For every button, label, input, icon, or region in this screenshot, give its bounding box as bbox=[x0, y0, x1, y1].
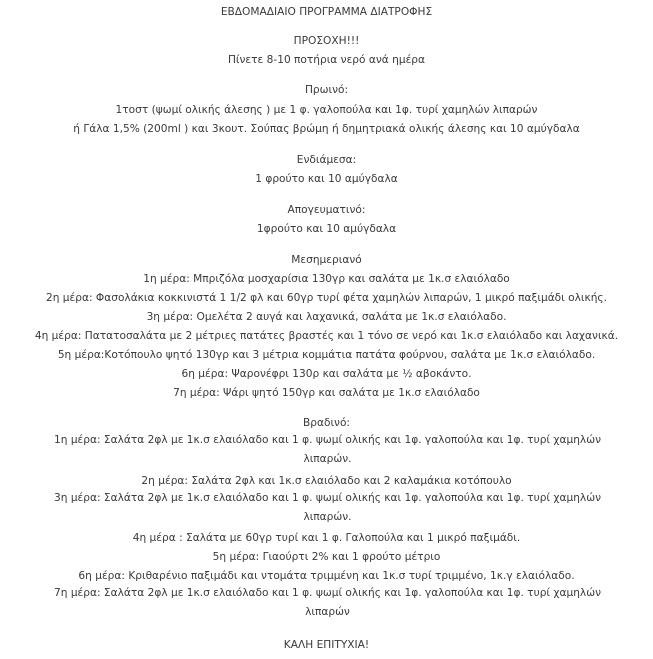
breakfast-line-2: ή Γάλα 1,5% (200ml ) και 3κουτ. Σούπας βρώμη ή δημητριακά ολικής άλεσης και 10 αμύγδαλα bbox=[73, 123, 580, 135]
lunch-day-6: 6η μέρα: Ψαρονέφρι 130ρ και σαλάτα με ½ αβοκάντο. bbox=[181, 368, 472, 380]
snack-text: 1 φρούτο και 10 αμύγδαλα bbox=[255, 173, 398, 185]
page-title: ΕΒΔΟΜΑΔΙΑΙΟ ΠΡΟΓΡΑΜΜΑ ΔΙΑΤΡΟΦΗΣ bbox=[220, 6, 433, 18]
attention-heading: ΠΡΟΣΟΧΗ!!! bbox=[293, 35, 360, 47]
dinner-day-6: 6η μέρα: Κριθαρένιο παξιμάδι και ντομάτα τριμμένη και 1κ.σ τυρί τριμμένο, 1κ.γ ελαιόλαδο. bbox=[78, 570, 575, 582]
dinner-day-1: 1η μέρα: Σαλάτα 2φλ με 1κ.σ ελαιόλαδο και 1 φ. ψωμί ολικής και 1φ. γαλοπούλα και 1φ. τυρί χαμηλών λιπαρών. bbox=[54, 434, 601, 465]
dinner-day-3: 3η μέρα: Σαλάτα 2φλ με 1κ.σ ελαιόλαδο και 1 φ. ψωμί ολικής και 1φ. γαλοπούλα και 1φ. τυρί χαμηλών λιπαρών. bbox=[54, 492, 601, 523]
lunch-day-1: 1η μέρα: Μπριζόλα μοσχαρίσια 130γρ και σαλάτα με 1κ.σ ελαιόλαδο bbox=[143, 273, 510, 285]
lunch-heading: Μεσημεριανό bbox=[291, 254, 362, 266]
closing-text: ΚΑΛΗ ΕΠΙΤΥΧΙΑ! bbox=[283, 639, 370, 651]
dinner-heading: Βραδινό: bbox=[302, 417, 350, 429]
afternoon-heading: Απογευματινό: bbox=[287, 204, 366, 216]
afternoon-text: 1φρούτο και 10 αμύγδαλα bbox=[256, 223, 397, 235]
dinner-day-2: 2η μέρα: Σαλάτα 2φλ και 1κ.σ ελαιόλαδο και 2 καλαμάκια κοτόπουλο bbox=[141, 475, 512, 487]
dinner-day-5: 5η μέρα: Γιαούρτι 2% και 1 φρούτο μέτριο bbox=[212, 551, 441, 563]
attention-text: Πίνετε 8-10 ποτήρια νερό ανά ημέρα bbox=[227, 54, 426, 66]
lunch-day-2: 2η μέρα: Φασολάκια κοκκινιστά 1 1/2 φλ και 60γρ τυρί φέτα χαμηλών λιπαρών, 1 μικρό παξιμάδι ολικής. bbox=[45, 292, 607, 304]
lunch-day-5: 5η μέρα:Κοτόπουλο ψητό 130γρ και 3 μέτρια κομμάτια πατάτα φούρνου, σαλάτα με 1κ.σ ελαιόλαδο. bbox=[57, 349, 596, 361]
dinner-day-4: 4η μέρα : Σαλάτα με 60γρ τυρί και 1 φ. Γαλοπούλα και 1 μικρό παξιμάδι. bbox=[132, 532, 521, 544]
lunch-day-3: 3η μέρα: Ομελέτα 2 αυγά και λαχανικά, σαλάτα με 1κ.σ ελαιόλαδο. bbox=[146, 311, 507, 323]
snack-heading: Ενδιάμεσα: bbox=[296, 154, 357, 166]
breakfast-heading: Πρωινό: bbox=[304, 84, 349, 96]
lunch-day-7: 7η μέρα: Ψάρι ψητό 150γρ και σαλάτα με 1κ.σ ελαιόλαδο bbox=[173, 387, 480, 399]
dinner-day-7: 7η μέρα: Σαλάτα 2φλ με 1κ.σ ελαιόλαδο και 1 φ. ψωμί ολικής και 1φ. γαλοπούλα και 1φ. τυρί χαμηλών λιπαρών bbox=[54, 587, 601, 618]
lunch-day-4: 4η μέρα: Πατατοσαλάτα με 2 μέτριες πατάτες βραστές και 1 τόνο σε νερό και 1κ.σ ελαιόλαδο και λαχανικά. bbox=[34, 330, 619, 342]
breakfast-line-1: 1τοστ (ψωμί ολικής άλεσης ) με 1 φ. γαλοπούλα και 1φ. τυρί χαμηλών λιπαρών bbox=[115, 104, 538, 116]
